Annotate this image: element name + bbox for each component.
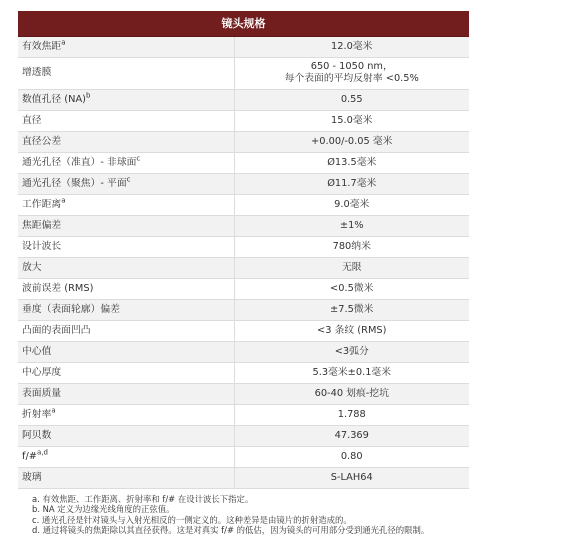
spec-value: 60-40 划痕-挖坑 [314, 387, 389, 399]
spec-label-cell [18, 446, 234, 467]
spec-value-cell [234, 362, 469, 383]
table-title: 镜头规格 [18, 11, 469, 36]
table-row [18, 320, 469, 341]
spec-label-cell [18, 425, 234, 446]
spec-value: 15.0毫米 [331, 114, 373, 126]
spec-label: 中心值 [22, 345, 52, 357]
spec-value-cell [234, 278, 469, 299]
spec-value: 780纳米 [332, 240, 371, 252]
footnote-marker: b [85, 91, 91, 100]
table-row [18, 446, 469, 467]
table-row [18, 152, 469, 173]
spec-label: 增透膜 [22, 67, 52, 78]
table-row [18, 341, 469, 362]
footnote-marker: c [126, 175, 131, 184]
spec-value: ±1% [339, 219, 364, 231]
table-row [18, 215, 469, 236]
spec-value: 0.55 [340, 93, 363, 105]
spec-label: f/# [22, 450, 37, 462]
spec-value: <3 条纹 (RMS) [317, 324, 387, 336]
spec-value-cell [234, 131, 469, 152]
spec-value-cell [234, 383, 469, 404]
spec-value-cell [234, 446, 469, 467]
footnote-marker: c [136, 154, 141, 163]
spec-label-cell [18, 110, 234, 131]
spec-label-cell [18, 383, 234, 404]
spec-label: 数值孔径 (NA) [22, 93, 86, 105]
spec-label-cell [18, 89, 234, 110]
spec-value-cell [234, 173, 469, 194]
spec-value-line: 650 - 1050 nm， [310, 61, 393, 72]
table-row [18, 404, 469, 425]
spec-label: 垂度（表面轮廓）偏差 [22, 303, 120, 315]
spec-value: ±7.5微米 [330, 303, 374, 315]
spec-value-cell [234, 89, 469, 110]
footnote-line: d. 通过将镜头的焦距除以其直径获得。这是对真实 f/# 的低估，因为镜头的可用部分受到通光孔径的限制。 [32, 525, 430, 536]
spec-label-cell [18, 404, 234, 425]
spec-label-cell [18, 299, 234, 320]
table-header-row [18, 11, 469, 36]
spec-label: 直径公差 [22, 135, 62, 147]
spec-value-cell [234, 299, 469, 320]
spec-value: <0.5微米 [330, 282, 374, 294]
table-row [18, 236, 469, 257]
spec-value-cell [234, 257, 469, 278]
table-row [18, 383, 469, 404]
spec-value-cell [234, 404, 469, 425]
spec-value: 0.80 [340, 450, 363, 462]
spec-label-cell [18, 341, 234, 362]
spec-label-cell [18, 173, 234, 194]
spec-value: +0.00/-0.05 毫米 [311, 135, 393, 147]
spec-label: 有效焦距 [22, 40, 62, 52]
spec-label: 折射率 [22, 408, 52, 420]
spec-label: 设计波长 [22, 240, 62, 252]
table-row [18, 278, 469, 299]
spec-value: 1.788 [337, 408, 366, 420]
spec-value: Ø11.7毫米 [327, 177, 377, 189]
footnotes [18, 494, 469, 536]
spec-value-cell [234, 57, 469, 89]
table-row [18, 110, 469, 131]
footnote-line: b. NA 定义为边缘光线角度的正弦值。 [32, 504, 175, 515]
spec-label-cell [18, 362, 234, 383]
table-row [18, 194, 469, 215]
spec-label-cell [18, 467, 234, 488]
spec-label: 直径 [22, 114, 42, 126]
spec-value-cell [234, 36, 469, 57]
table-row [18, 131, 469, 152]
table-row [18, 173, 469, 194]
spec-label-cell [18, 257, 234, 278]
spec-value-cell [234, 467, 469, 488]
spec-value-cell [234, 341, 469, 362]
spec-label-cell [18, 278, 234, 299]
spec-label: 阿贝数 [22, 429, 52, 441]
spec-value: S-LAH64 [330, 471, 373, 483]
spec-label: 表面质量 [22, 387, 62, 399]
footnote-marker: a [61, 196, 66, 205]
spec-value: 5.3毫米±0.1毫米 [312, 366, 392, 378]
spec-value: 9.0毫米 [334, 198, 370, 210]
spec-value-cell [234, 215, 469, 236]
spec-label: 焦距偏差 [22, 219, 62, 231]
spec-value: <3弧分 [334, 345, 369, 357]
spec-label: 放大 [22, 261, 42, 273]
spec-value-cell [234, 194, 469, 215]
table-row [18, 467, 469, 488]
spec-label-cell [18, 152, 234, 173]
spec-value-cell [234, 152, 469, 173]
footnote-line: a. 有效焦距、工作距离、折射率和 f/# 在设计波长下指定。 [32, 493, 254, 504]
spec-value-cell [234, 320, 469, 341]
spec-label-cell [18, 131, 234, 152]
table-row [18, 257, 469, 278]
table-row [18, 425, 469, 446]
spec-value: 12.0毫米 [331, 40, 373, 52]
table-row [18, 89, 469, 110]
spec-label: 波前误差 (RMS) [22, 282, 94, 294]
table-row [18, 362, 469, 383]
spec-label: 凸面的表面凹凸 [22, 324, 91, 336]
footnote-marker: a [61, 38, 66, 47]
spec-label: 中心厚度 [22, 366, 62, 378]
lens-spec-panel [18, 11, 469, 536]
footnote-marker: a,d [36, 448, 48, 457]
lens-spec-table [18, 11, 469, 489]
spec-label: 玻璃 [22, 471, 42, 483]
spec-label-cell [18, 194, 234, 215]
table-row [18, 299, 469, 320]
spec-value-cell [234, 425, 469, 446]
spec-value-line: 每个表面的平均反射率 <0.5% [284, 73, 419, 84]
spec-label-cell [18, 320, 234, 341]
spec-value: 47.369 [334, 429, 369, 441]
spec-value-cell [234, 110, 469, 131]
spec-label: 通光孔径（准直）- 非球面 [22, 156, 137, 168]
spec-label-cell [18, 57, 234, 89]
spec-value: Ø13.5毫米 [327, 156, 377, 168]
table-row [18, 36, 469, 57]
spec-label: 通光孔径（聚焦）- 平面 [22, 177, 127, 189]
spec-label-cell [18, 215, 234, 236]
table-body [18, 36, 469, 488]
footnote-marker: a [51, 406, 56, 415]
spec-label-cell [18, 236, 234, 257]
spec-label: 工作距离 [22, 198, 62, 210]
spec-label-cell [18, 36, 234, 57]
spec-value: 无限 [341, 261, 362, 273]
footnote-line: c. 通光孔径是针对镜头与入射光相反的一侧定义的。这种差异是由镜片的折射造成的。 [32, 514, 352, 525]
spec-value-cell [234, 236, 469, 257]
table-row [18, 57, 469, 89]
